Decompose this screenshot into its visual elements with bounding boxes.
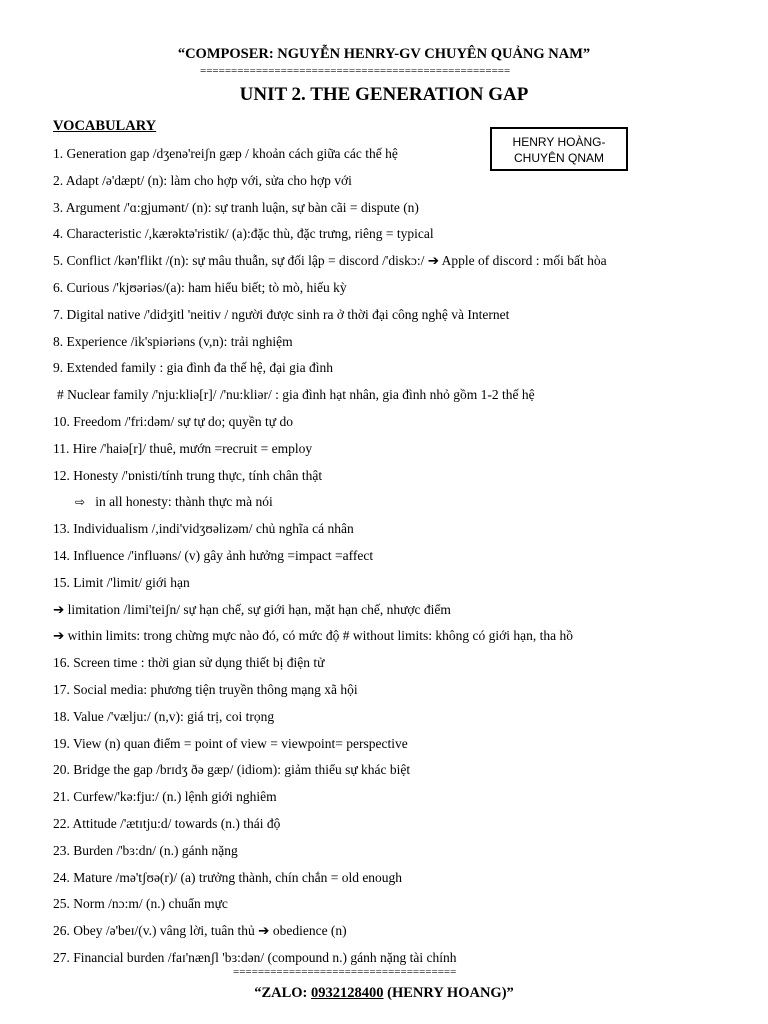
list-item: 19. View (n) quan điểm = point of view = viewpoint= perspective — [53, 735, 408, 751]
list-item: 15. Limit /'limit/ giới hạn — [53, 574, 190, 590]
list-item: 8. Experience /ik'spiəriəns (v,n): trải nghiệm — [53, 333, 293, 349]
phone-number: 0932128400 — [311, 985, 384, 1001]
list-item: 12. Honesty /'ɒnisti/tính trung thực, tính chân thật — [53, 467, 323, 483]
list-item: 17. Social media: phương tiện truyền thông mạng xã hội — [53, 681, 358, 697]
list-item: 27. Financial burden /faɪ'nænʃl 'bɜ:dən/ (compound n.) gánh nặng tài chính — [53, 949, 457, 965]
list-item: 10. Freedom /'fri:dəm/ sự tự do; quyền tự do — [53, 413, 293, 429]
list-item: ➔ within limits: trong chừng mực nào đó, có mức độ # without limits: không có giới hạn, tha hồ — [53, 628, 573, 644]
footer-contact: “ZALO: 0932128400 (HENRY HOANG)” — [254, 985, 514, 1001]
list-item: 20. Bridge the gap /brɪdʒ ðə gæp/ (idiom): giảm thiểu sự khác biệt — [53, 762, 411, 778]
list-item: 16. Screen time : thời gian sử dụng thiết bị điện tử — [53, 655, 325, 671]
vocabulary-list — [53, 143, 753, 974]
list-item: 5. Conflict /kən'flikt /(n): sự mâu thuẫn, sự đối lập = discord /'diskɔ:/ ➔ Apple of discord : mối bất hòa — [53, 253, 607, 269]
author-box-line2: CHUYÊN QNAM — [513, 151, 604, 165]
composer-header: “COMPOSER: NGUYỄN HENRY-GV CHUYÊN QUẢNG NAM” — [177, 46, 591, 62]
list-item: ➔ limitation /limi'teiʃn/ sự hạn chế, sự giới hạn, mặt hạn chế, nhược điểm — [53, 601, 451, 617]
list-item: ⇨ in all honesty: thành thực mà nói — [75, 494, 273, 510]
list-item: 4. Characteristic /,kærəktə'ristik/ (a):đặc thù, đặc trưng, riêng = typical — [53, 226, 434, 242]
list-item: 1. Generation gap /dʒenə'reiʃn gæp / khoản cách giữa các thế hệ — [53, 146, 398, 161]
list-item: 21. Curfew/'kə:fju:/ (n.) lệnh giới nghiêm — [53, 789, 277, 805]
list-item: 18. Value /'vælju:/ (n,v): giá trị, coi trọng — [53, 708, 275, 724]
arrow-right-icon: ⇨ — [75, 495, 86, 510]
list-item: # Nuclear family /'nju:kliə[r]/ /'nu:kliər/ : gia đình hạt nhân, gia đình nhỏ gồm 1-2 thế hệ — [57, 387, 535, 403]
list-item: 23. Burden /'bɜ:dn/ (n.) gánh nặng — [53, 842, 238, 858]
list-item: 6. Curious /'kjʊəriəs/(a): ham hiểu biết; tò mò, hiếu kỳ — [53, 279, 347, 295]
list-item: 22. Attitude /'ætɪtju:d/ towards (n.) thái độ — [53, 815, 281, 831]
list-item: 13. Individualism /,indi'vidʒʊəlizəm/ chủ nghĩa cá nhân — [53, 521, 354, 537]
list-item: 24. Mature /mə'tʃʊə(r)/ (a) trưởng thành, chín chắn = old enough — [53, 869, 403, 885]
top-divider: ================================================== — [200, 65, 511, 77]
list-item: 9. Extended family : gia đình đa thế hệ, đại gia đình — [53, 360, 334, 376]
list-item: 7. Digital native /'didʒitl 'neitiv / người được sinh ra ở thời đại công nghệ và Internet — [53, 306, 510, 322]
vocabulary-heading: VOCABULARY — [53, 118, 157, 134]
list-item: 2. Adapt /ə'dæpt/ (n): làm cho hợp với, sửa cho hợp với — [53, 172, 352, 188]
bottom-divider: ==================================== — [233, 966, 457, 978]
author-box-line1: HENRY HOÀNG- — [512, 135, 606, 149]
list-item: 14. Influence /'influəns/ (v) gây ảnh hưởng =impact =affect — [53, 547, 374, 563]
page-title: UNIT 2. THE GENERATION GAP — [239, 84, 529, 105]
list-item: 26. Obey /ə'beɪ/(v.) vâng lời, tuân thủ ➔ obedience (n) — [53, 923, 347, 939]
list-item: 3. Argument /'ɑ:gjumənt/ (n): sự tranh luận, sự bàn cãi = dispute (n) — [53, 199, 419, 215]
list-item: 25. Norm /nɔ:m/ (n.) chuẩn mực — [53, 896, 228, 912]
list-item: 11. Hire /'haiə[r]/ thuê, mướn =recruit = employ — [53, 440, 313, 456]
